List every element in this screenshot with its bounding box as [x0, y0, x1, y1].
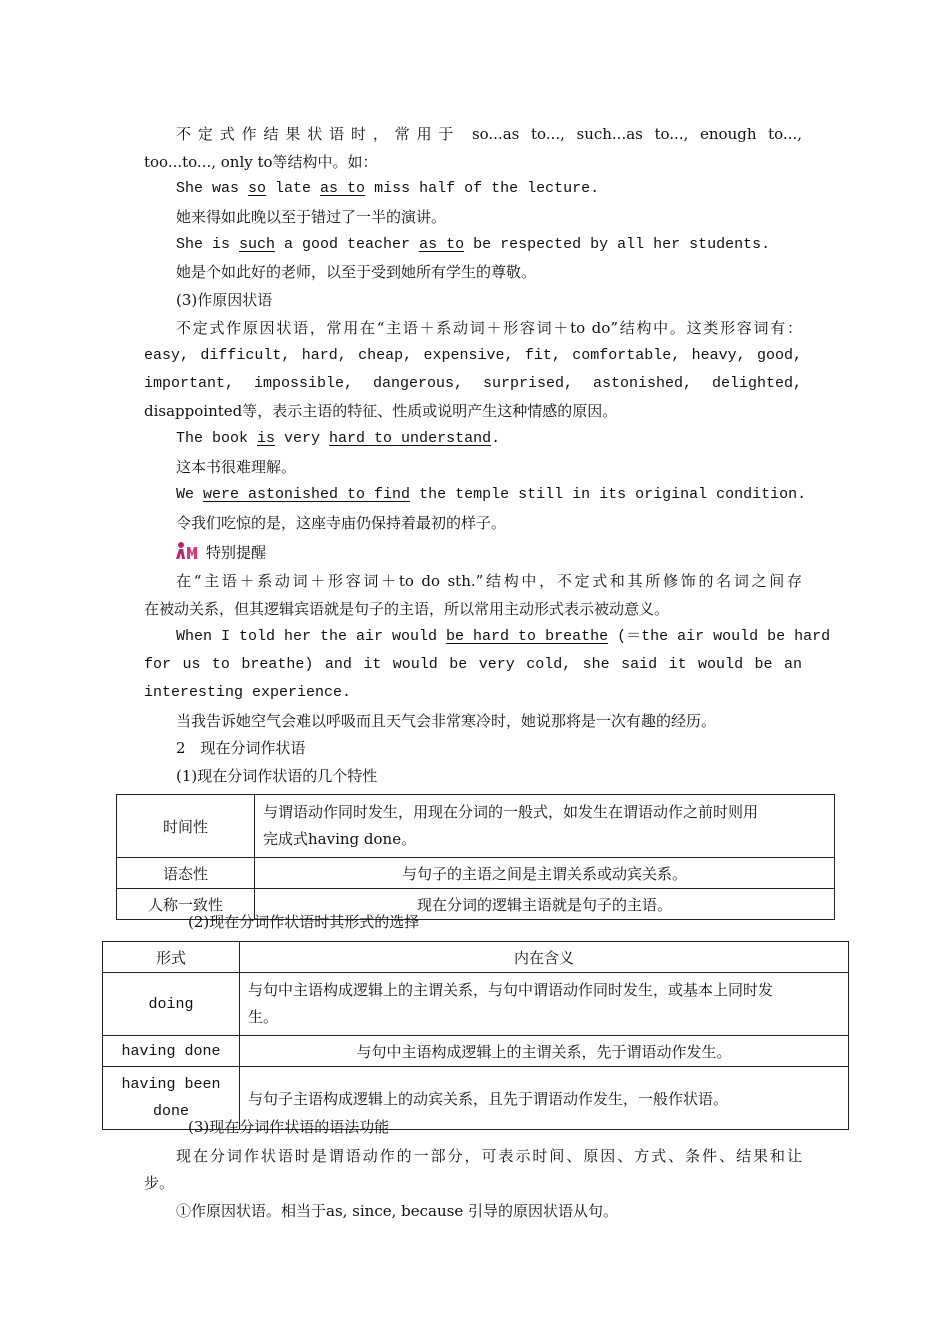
table-value-cell: 与句中主语构成逻辑上的主谓关系，先于谓语动作发生。 — [240, 1036, 849, 1067]
section-heading: 2 现在分词作状语 — [176, 739, 306, 757]
text-span: the temple still in its original condition. — [410, 486, 807, 503]
table-row — [117, 795, 835, 858]
table-row — [103, 1036, 849, 1067]
cell-line: 完成式having done。 — [263, 830, 417, 848]
table-key-cell: 人称一致性 — [117, 889, 255, 920]
example-sentence — [176, 235, 770, 255]
example-translation: 令我们吃惊的是，这座寺庙仍保持着最初的样子。 — [176, 514, 507, 532]
paragraph-line: for us to breathe) and it would be very cold, she said it would be an — [144, 656, 802, 673]
example-sentence — [176, 429, 500, 449]
table-value-cell — [255, 795, 835, 858]
text-span: When I told her the air would — [176, 628, 447, 645]
text-span: late — [266, 180, 321, 197]
paragraph-line: 在被动关系，但其逻辑宾语就是句子的主语，所以常用主动形式表示被动意义。 — [144, 600, 670, 618]
underlined-text: such — [239, 236, 276, 253]
example-translation: 她是个如此好的老师，以至于受到她所有学生的尊敬。 — [176, 263, 537, 281]
section-heading: (3)作原因状语 — [176, 291, 273, 309]
underlined-text: were astonished to find — [203, 486, 411, 503]
cell-line: 生。 — [248, 1008, 279, 1026]
table-key-cell: 时间性 — [117, 795, 255, 858]
subsection-heading: (2)现在分词作状语时其形式的选择 — [188, 913, 420, 931]
table-value-cell: 与句子的主语之间是主谓关系或动宾关系。 — [255, 858, 835, 889]
example-sentence — [176, 485, 806, 505]
cell-line: done — [152, 1103, 189, 1120]
table-header-cell: 形式 — [103, 942, 240, 973]
text-span: be respected by all her students. — [464, 236, 771, 253]
underlined-text: as to — [320, 180, 366, 197]
subsection-heading: (3)现在分词作状语的语法功能 — [188, 1118, 390, 1136]
example-translation: 她来得如此晚以至于错过了一半的演讲。 — [176, 208, 447, 226]
paragraph-line: 在“主语＋系动词＋形容词＋to do sth.”结构中，不定式和其所修饰的名词之间存 — [176, 572, 802, 590]
paragraph-line: 不定式作原因状语，常用在“主语＋系动词＋形容词＋to do”结构中。这类形容词有： — [176, 319, 802, 337]
features-table — [116, 794, 835, 920]
table-key-cell: 语态性 — [117, 858, 255, 889]
cell-line: having been — [121, 1076, 221, 1093]
paragraph-line: 不定式作结果状语时，常用于 so...as to..., such...as to..., enough to..., — [176, 125, 802, 143]
note-heading — [176, 541, 266, 566]
text-span: We — [176, 486, 204, 503]
example-translation: 当我告诉她空气会难以呼吸而且天气会非常寒冷时，她说那将是一次有趣的经历。 — [176, 712, 717, 730]
paragraph-line: ①作原因状语。相当于as, since, because 引导的原因状语从句。 — [176, 1202, 618, 1220]
table-value-cell — [240, 973, 849, 1036]
text-span: (＝the air would be hard — [608, 628, 831, 645]
table-key-cell: doing — [103, 973, 240, 1036]
subsection-heading: (1)现在分词作状语的几个特性 — [176, 767, 378, 785]
table-value-cell: 与句子主语构成逻辑上的动宾关系，且先于谓语动作发生，一般作状语。 — [240, 1067, 849, 1130]
cell-line: 与句中主语构成逻辑上的主谓关系，与句中谓语动作同时发生，或基本上同时发 — [248, 981, 774, 999]
paragraph-line: 现在分词作状语时是谓语动作的一部分，可表示时间、原因、方式、条件、结果和让 — [176, 1147, 802, 1165]
table-header-cell: 内在含义 — [240, 942, 849, 973]
paragraph-line: easy, difficult, hard, cheap, expensive, fit, comfortable, heavy, good, — [144, 347, 802, 364]
underlined-text: hard to understand — [329, 430, 492, 447]
text-span: The book — [176, 430, 258, 447]
text-span: very — [275, 430, 330, 447]
table-row — [117, 858, 835, 889]
example-translation: 这本书很难理解。 — [176, 458, 297, 476]
paragraph-line: disappointed等，表示主语的特征、性质或说明产生这种情感的原因。 — [144, 402, 618, 420]
forms-table — [102, 941, 849, 1130]
underlined-text: be hard to breathe — [446, 628, 609, 645]
text-span: . — [491, 430, 501, 447]
text-span: She was — [176, 180, 249, 197]
table-row — [103, 973, 849, 1036]
note-warning-icon — [176, 541, 202, 566]
paragraph-line: too...to..., only to等结构中。如： — [144, 153, 378, 171]
paragraph-line: important, impossible, dangerous, surprised, astonished, delighted, — [144, 375, 802, 392]
table-key-cell: having done — [103, 1036, 240, 1067]
text-span: miss half of the lecture. — [365, 180, 600, 197]
table-value-cell: 现在分词的逻辑主语就是句子的主语。 — [255, 889, 835, 920]
paragraph-line: interesting experience. — [144, 684, 352, 701]
text-span: a good teacher — [275, 236, 420, 253]
text-span: She is — [176, 236, 240, 253]
underlined-text: as to — [419, 236, 465, 253]
example-sentence — [176, 179, 599, 199]
example-sentence — [176, 627, 831, 647]
underlined-text: so — [248, 180, 267, 197]
cell-line: 与谓语动作同时发生，用现在分词的一般式，如发生在谓语动作之前时则用 — [263, 803, 759, 821]
underlined-text: is — [257, 430, 276, 447]
note-title: 特别提醒 — [206, 543, 267, 562]
paragraph-line: 步。 — [144, 1174, 175, 1192]
table-header-row — [103, 942, 849, 973]
